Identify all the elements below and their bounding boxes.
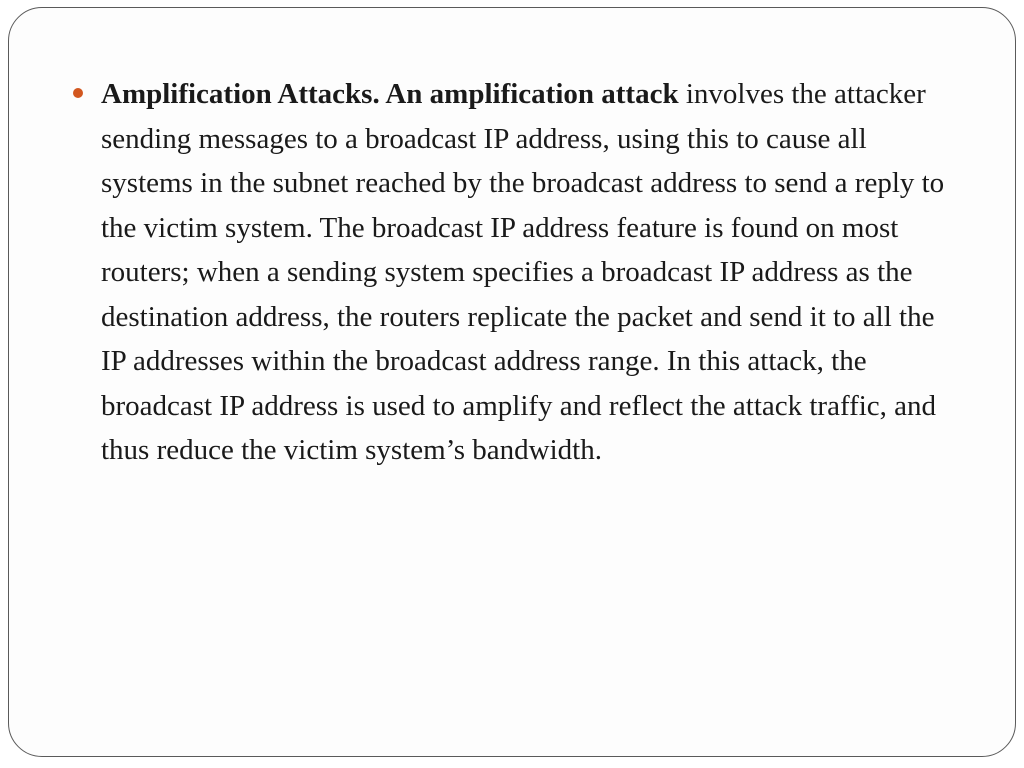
bullet-dot-icon bbox=[73, 88, 83, 98]
slide-frame bbox=[8, 7, 1016, 757]
bullet-body: involves the attacker sending messages to a broadcast IP address, using this to cause all systems in the subnet reached by the broadcast address to send a reply to the victim system. The broadcast IP address feature is found on most routers; when a sending system specifies a broadcast IP address as the destination address, the routers replicate the packet and send it to all the IP addresses within the broadcast address range. In this attack, the broadcast IP address is used to amplify and reflect the attack traffic, and thus reduce the victim system’s bandwidth. bbox=[101, 78, 945, 466]
slide-content bbox=[73, 72, 953, 473]
bullet-paragraph bbox=[101, 72, 953, 473]
bullet-heading: Amplification Attacks. An amplification attack bbox=[101, 78, 679, 110]
bullet-item bbox=[73, 72, 953, 473]
